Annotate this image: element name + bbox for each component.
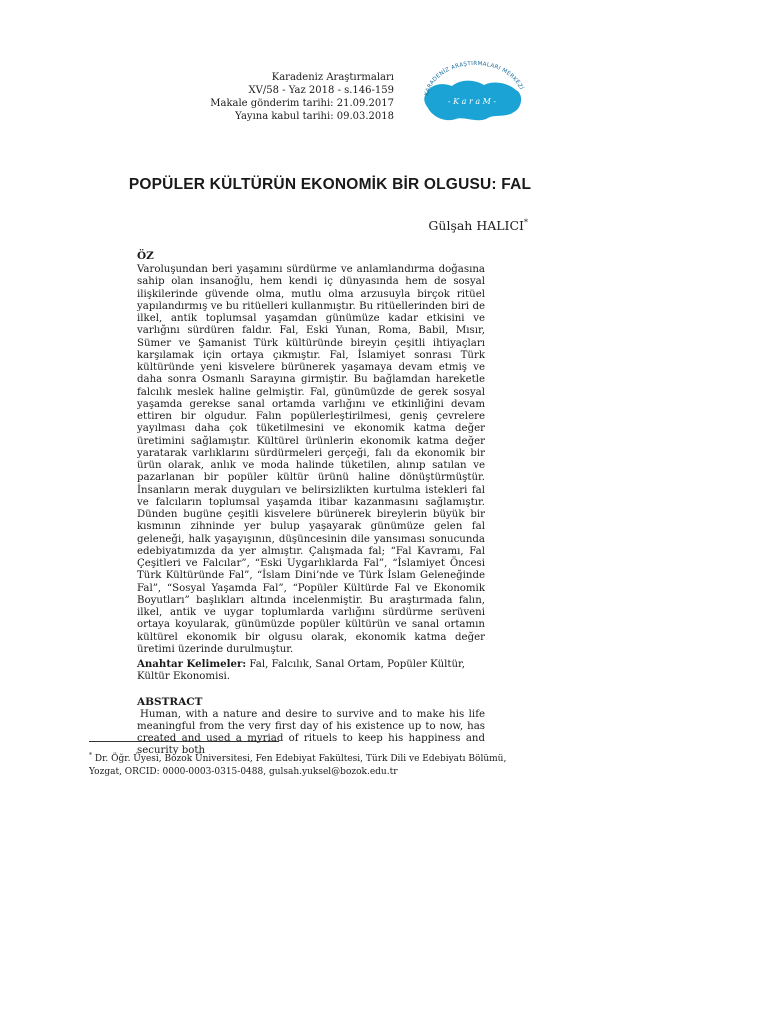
- footnote-divider: [89, 741, 279, 742]
- footnote-text: Dr. Öğr. Üyesi, Bozok Üniversitesi, Fen Edebiyat Fakültesi, Türk Dili ve Edebiyatı Bölümü, Yozgat, ORCID: 0000-0003-0315-0488, gulsah.yuksel@bozok.edu.tr: [89, 754, 507, 777]
- journal-info: [200, 71, 394, 123]
- abstract-heading: ABSTRACT: [137, 695, 203, 708]
- article-body: [137, 250, 485, 758]
- article-title: POPÜLER KÜLTÜRÜN EKONOMİK BİR OLGUSU: FAL: [128, 176, 532, 193]
- submission-date: Makale gönderim tarihi: 21.09.2017: [210, 98, 394, 109]
- keywords-label: Anahtar Kelimeler:: [137, 658, 247, 670]
- acceptance-date: Yayına kabul tarihi: 09.03.2018: [235, 111, 394, 122]
- footnote: [89, 749, 531, 779]
- author-footnote-mark: *: [524, 218, 528, 227]
- keywords-list: Fal, Falcılık, Sanal Ortam, Popüler Kültür, Kültür Ekonomisi.: [137, 659, 466, 683]
- abstract-text: Human, with a nature and desire to survive and to make his life meaningful from the very first day of his existence up to now, has created and used a myriad of rituels to keep his happiness and security both: [137, 708, 485, 757]
- logo-center-text: - K a r a M -: [447, 97, 497, 106]
- keywords-line: [137, 658, 485, 684]
- journal-issue: XV/58 - Yaz 2018 - s.146-159: [248, 85, 394, 96]
- logo-arc-text: KARADENİZ ARAŞTIRMALARI MERKEZİ: [424, 61, 525, 97]
- author-line: [360, 218, 528, 233]
- journal-name: Karadeniz Araştırmaları: [271, 72, 394, 83]
- oz-text: Varoluşundan beri yaşamını sürdürme ve anlamlandırma doğasına sahip olan insanoğlu, hem kendi iç dünyasında hem de sosyal ilişkilerinde güvende olma, mutlu olma arzusuyla birçok ritüel yapılandırmış ve bu ritüelleri kullanmıştır. Bu ritüellerinden biri de ilkel, antik toplumsal yaşamdan günümüze kadar etkisini ve varlığını sürdüren faldır. Fal, Eski Yunan, Roma, Babil, Mısır, Sümer ve Şamanist Türk kültüründe bireyin çeşitli ihtiyaçları karşılamak için ortaya çıkmıştır. Fal, İslamiyet sonrası Türk kültüründe yeni kisvelere bürünerek yaşamaya devam etmiş ve daha sonra Osmanlı Sarayına girmiştir. Bu bağlamdan hareketle falcılık meslek haline gelmiştir. Fal, günümüzde de gerek sosyal yaşamda gerekse sanal ortamda varlığını ve etkinliğini devam ettiren bir olgudur. Falın popülerleştirilmesi, geniş çevrelere yayılması daha çok tüketilmesini ve ekonomik katma değer üretimini sağlamıştır. Kültürel ürünlerin ekonomik katma değer yaratarak varlıklarını sürdürmeleri gerçeği, falı da ekonomik bir ürün olarak, anlık ve moda halinde tüketilen, alınıp satılan ve pazarlanan bir popüler kültür ürünü haline dönüştürmüştür. İnsanların merak duyguları ve belirsizlikten kurtulma istekleri fal ve falcıların toplumsal yaşamda itibar kazanmasını sağlamıştır. Dünden bugüne çeşitli kisvelere bürünerek bireylerin büyük bir kısmının zihninde yer bulup yaşayarak günümüze gelen fal geleneği, halk yaşayışının, düşüncesinin dile yansıması sonucunda edebiyatımızda da yer almıştır. Çalışmada fal; “Fal Kavramı, Fal Çeşitleri ve Falcılar”, “Eski Uygarlıklarda Fal”, “İslamiyet Öncesi Türk Kültüründe Fal”, “İslam Dini’nde ve Türk İslam Geleneğinde Fal”, “Sosyal Yaşamda Fal”, “Popüler Kültürde Fal ve Ekonomik Boyutları” başlıkları altında incelenmiştir. Bu araştırmada falın, ilkel, antik ve uygar toplumlarda varlığını sürdürme serüveni ortaya koyularak, günümüzde popüler kültürün ve sanal ortamın kültürel ekonomik bir olgusu olarak, ekonomik katma değer üretimi üzerinde durulmuştur.: [137, 264, 485, 655]
- footnote-mark: *: [89, 752, 92, 759]
- karam-logo: [418, 56, 528, 128]
- oz-heading: ÖZ: [137, 250, 154, 262]
- author-name: Gülşah HALICI: [428, 218, 524, 234]
